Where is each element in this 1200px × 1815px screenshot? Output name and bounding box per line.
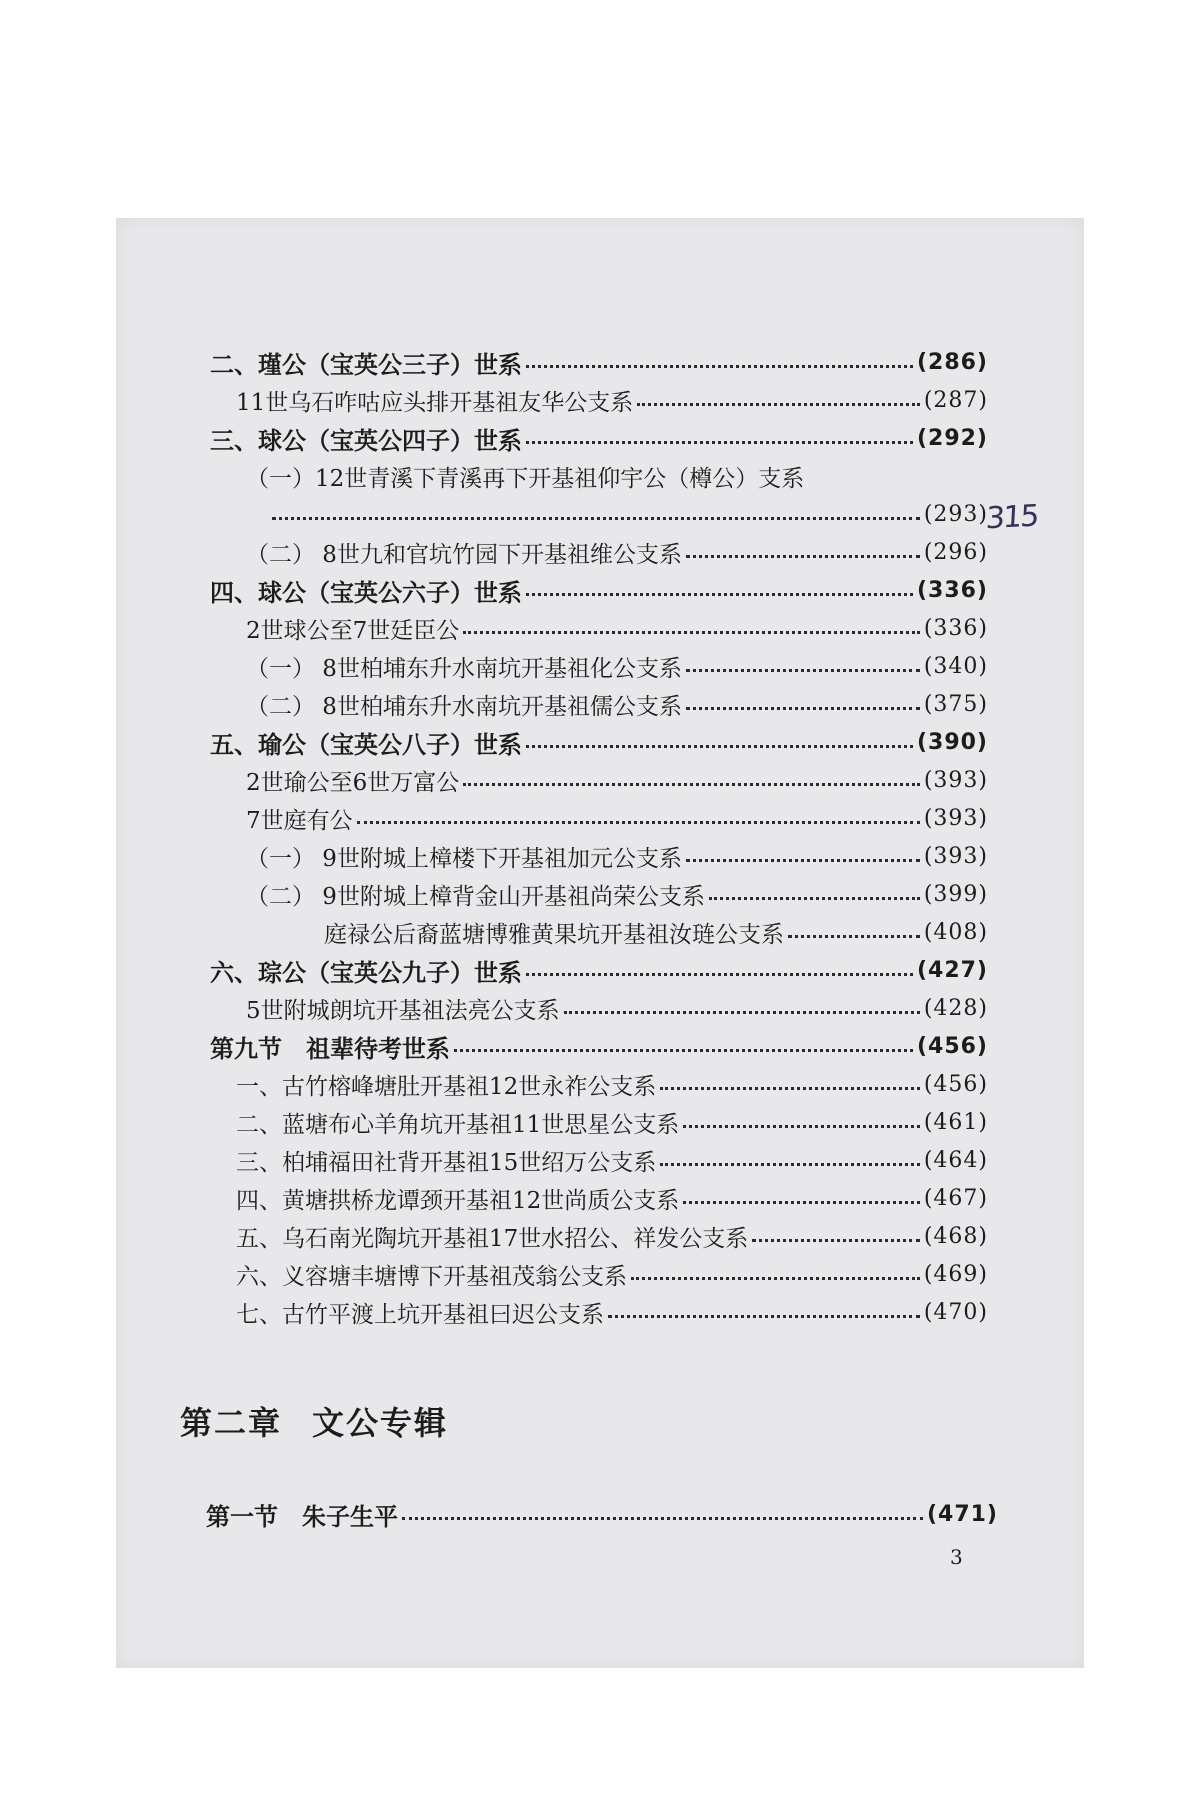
toc-entry[interactable]: 2世瑜公至6世万富公 (393)	[246, 767, 988, 796]
toc-entry[interactable]: 四、球公（宝英公六子）世系 (336)	[210, 577, 988, 607]
toc-entry[interactable]: 五、瑜公（宝英公八子）世系 (390)	[210, 729, 988, 759]
toc-entry[interactable]: 2世球公至7世廷臣公 (336)	[246, 615, 988, 644]
toc-entry[interactable]: 五、乌石南光陶坑开基祖17世水招公、祥发公支系 (468)	[236, 1223, 988, 1252]
toc-entry[interactable]: （二） 8世柏埔东升水南坑开基祖儒公支系 (375)	[246, 691, 988, 720]
toc-entry[interactable]: 7世庭有公 (393)	[246, 805, 988, 834]
toc-entry[interactable]: 四、黄塘拱桥龙谭颈开基祖12世尚质公支系 (467)	[236, 1185, 988, 1214]
toc-entry[interactable]: （一）12世青溪下青溪再下开基祖仰宇公（樽公）支系	[246, 465, 805, 492]
handwritten-note: 315	[984, 498, 1039, 537]
chapter-title: 文公专辑	[312, 1404, 449, 1442]
toc-entry[interactable]: 一、古竹榕峰塘肚开基祖12世永祚公支系 (456)	[236, 1071, 988, 1100]
toc-entry[interactable]: 二、瑾公（宝英公三子）世系 (286)	[210, 349, 988, 379]
toc-entry-continued[interactable]: (293)	[268, 496, 988, 532]
toc-entry[interactable]: （二） 8世九和官坑竹园下开基祖维公支系 (296)	[246, 539, 988, 568]
toc-entry[interactable]: （二） 9世附城上樟背金山开基祖尚荣公支系 (399)	[246, 881, 988, 910]
toc-entry[interactable]: 六、义容塘丰塘博下开基祖茂翁公支系 (469)	[236, 1261, 988, 1290]
toc-entry[interactable]: （一） 8世柏埔东升水南坑开基祖化公支系 (340)	[246, 653, 988, 682]
toc-entry[interactable]: 11世乌石咋咕应头排开基祖友华公支系 (287)	[236, 387, 988, 416]
toc-entry[interactable]: 庭禄公后裔蓝塘博雅黄果坑开基祖汝琏公支系 (408)	[324, 919, 988, 948]
toc-entry[interactable]: 二、蓝塘布心羊角坑开基祖11世思星公支系 (461)	[236, 1109, 988, 1138]
page-number: 3	[950, 1545, 963, 1569]
toc-entry[interactable]: 5世附城朗坑开基祖法亮公支系 (428)	[246, 995, 988, 1024]
toc-section-entry[interactable]: 第九节 祖辈待考世系 (456)	[210, 1033, 988, 1063]
toc-entry[interactable]: （一） 9世附城上樟楼下开基祖加元公支系 (393)	[246, 843, 988, 872]
chapter-number: 第二章	[180, 1404, 283, 1442]
toc-entry[interactable]: 三、柏埔福田社背开基祖15世绍万公支系 (464)	[236, 1147, 988, 1176]
chapter-heading	[180, 1398, 448, 1444]
toc-entry[interactable]: 三、球公（宝英公四子）世系 (292)	[210, 425, 988, 455]
toc-entry[interactable]: 六、琮公（宝英公九子）世系 (427)	[210, 957, 988, 987]
toc-section-entry[interactable]: 第一节 朱子生平 (471)	[206, 1501, 998, 1531]
toc-entry[interactable]: 七、古竹平渡上坑开基祖曰迟公支系 (470)	[236, 1299, 988, 1328]
